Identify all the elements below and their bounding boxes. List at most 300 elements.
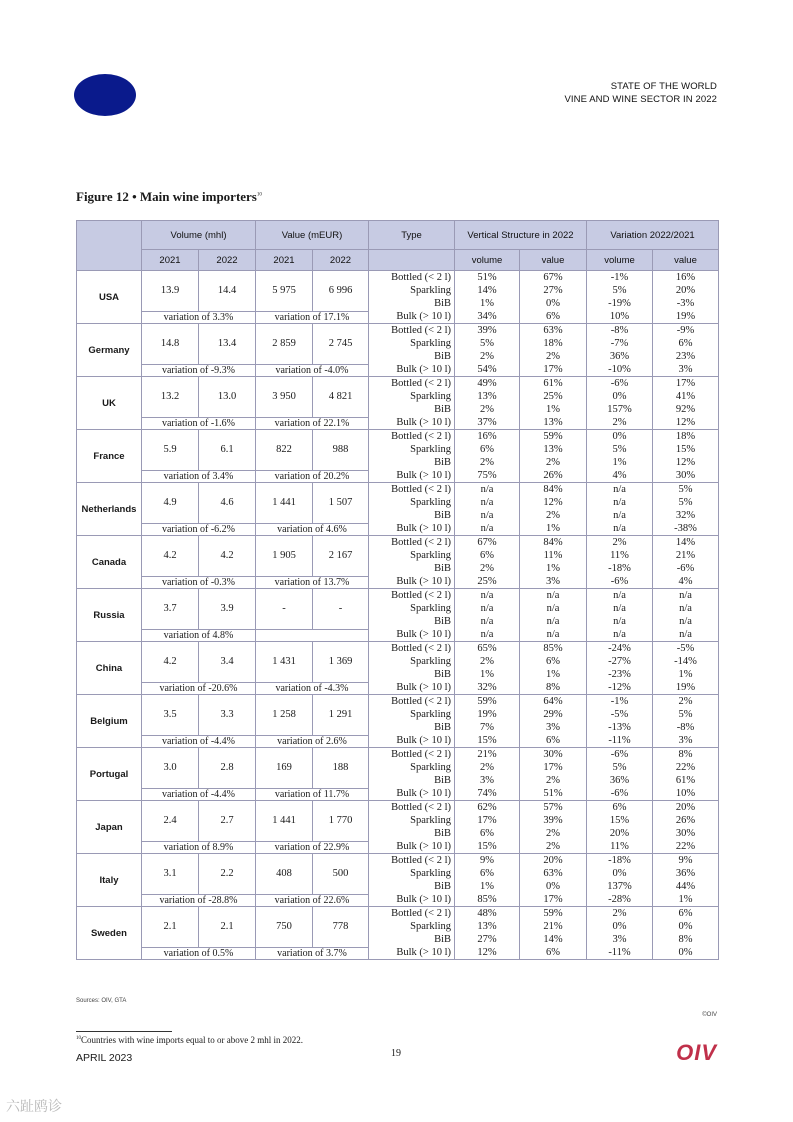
percent-value: 75% — [477, 470, 497, 481]
vs-volume-cell — [455, 271, 520, 324]
percent-value: -13% — [608, 722, 631, 733]
vs-value-cell — [520, 854, 587, 907]
percent-value: 19% — [477, 709, 497, 720]
value-2022-cell: 188 — [313, 748, 369, 789]
percent-value: 23% — [675, 351, 696, 362]
type-label: Sparkling — [410, 285, 451, 296]
percent-value: 51% — [477, 272, 497, 283]
type-label: Sparkling — [410, 391, 451, 402]
volume-2022-cell: 13.4 — [199, 324, 256, 365]
logo-oval — [74, 74, 136, 116]
var-value-cell — [653, 430, 719, 483]
type-label: Bulk (> 10 l) — [396, 417, 451, 428]
percent-value: 30% — [675, 470, 696, 481]
percent-value: -5% — [676, 643, 695, 654]
percent-value: 84% — [543, 484, 563, 495]
percent-value: 2% — [612, 537, 627, 548]
var-volume-cell — [587, 589, 653, 642]
volume-2022-cell: 13.0 — [199, 377, 256, 418]
percent-value: 0% — [678, 947, 693, 958]
percent-value: -24% — [608, 643, 631, 654]
percent-value: 6% — [546, 735, 560, 746]
percent-value: n/a — [613, 497, 626, 508]
type-cell — [369, 324, 455, 377]
value-2022-cell: 778 — [313, 907, 369, 948]
volume-variation: variation of 3.3% — [142, 311, 256, 323]
volume-2021-cell: 14.8 — [142, 324, 199, 365]
type-label: Sparkling — [410, 338, 451, 349]
percent-value: 5% — [678, 709, 693, 720]
percent-value: 1% — [480, 881, 494, 892]
type-label: BiB — [434, 351, 451, 362]
volume-2021-cell: 3.5 — [142, 695, 199, 736]
type-label: Bulk (> 10 l) — [396, 682, 451, 693]
vs-volume-cell — [455, 483, 520, 536]
percent-value: 3% — [678, 735, 693, 746]
percent-value: 3% — [546, 722, 560, 733]
percent-value: 1% — [546, 523, 560, 534]
percent-value: n/a — [480, 510, 494, 521]
volume-2021-cell: 5.9 — [142, 430, 199, 471]
percent-value: -23% — [608, 669, 631, 680]
type-label: BiB — [434, 934, 451, 945]
importers-table — [76, 220, 719, 960]
var-value-cell — [653, 483, 719, 536]
percent-value: -14% — [674, 656, 697, 667]
type-cell — [369, 695, 455, 748]
value-2022-cell: 1 291 — [313, 695, 369, 736]
percent-value: n/a — [546, 603, 560, 614]
volume-variation: variation of 0.5% — [142, 947, 256, 959]
percent-value: 21% — [675, 550, 696, 561]
percent-value: n/a — [679, 616, 692, 627]
percent-value: 1% — [480, 669, 494, 680]
percent-value: 9% — [480, 855, 494, 866]
percent-value: n/a — [546, 616, 560, 627]
value-variation: variation of 22.6% — [256, 894, 369, 906]
table-row — [77, 748, 719, 789]
percent-value: -18% — [608, 563, 631, 574]
percent-value: -7% — [610, 338, 629, 349]
percent-value: 6% — [480, 828, 494, 839]
type-cell — [369, 854, 455, 907]
value-variation: variation of 4.6% — [256, 523, 369, 535]
percent-value: n/a — [480, 484, 494, 495]
vs-volume-cell — [455, 430, 520, 483]
percent-value: n/a — [480, 616, 494, 627]
volume-variation: variation of -6.2% — [142, 523, 256, 535]
percent-value: 2% — [546, 510, 560, 521]
type-label: Bulk (> 10 l) — [396, 947, 451, 958]
percent-value: 0% — [612, 431, 627, 442]
var-value-cell — [653, 695, 719, 748]
percent-value: 6% — [678, 908, 693, 919]
value-variation: variation of 13.7% — [256, 576, 369, 588]
percent-value: 1% — [546, 669, 560, 680]
value-variation: variation of 22.1% — [256, 417, 369, 429]
percent-value: 65% — [477, 643, 497, 654]
country-name: Japan — [77, 801, 142, 854]
percent-value: -27% — [608, 656, 631, 667]
type-label: BiB — [434, 510, 451, 521]
percent-value: 13% — [543, 417, 563, 428]
volume-2022-cell: 14.4 — [199, 271, 256, 312]
type-label: Bottled (< 2 l) — [391, 537, 451, 548]
type-label: Bulk (> 10 l) — [396, 311, 451, 322]
percent-value: 4% — [612, 470, 627, 481]
value-2022-cell: 988 — [313, 430, 369, 471]
header-value: Value (mEUR) — [256, 221, 369, 250]
volume-2021-cell: 4.2 — [142, 536, 199, 577]
percent-value: 8% — [678, 749, 693, 760]
percent-value: 2% — [546, 841, 560, 852]
vs-volume-cell — [455, 801, 520, 854]
type-label: Bulk (> 10 l) — [396, 523, 451, 534]
type-label: Sparkling — [410, 444, 451, 455]
vs-volume-cell — [455, 907, 520, 960]
percent-value: -1% — [610, 272, 629, 283]
type-cell — [369, 589, 455, 642]
percent-value: n/a — [613, 510, 626, 521]
percent-value: 157% — [607, 404, 632, 415]
percent-value: n/a — [679, 590, 692, 601]
percent-value: 2% — [480, 404, 494, 415]
var-value-cell — [653, 748, 719, 801]
var-value-cell — [653, 536, 719, 589]
var-volume-cell — [587, 907, 653, 960]
vs-value-cell — [520, 377, 587, 430]
vs-value-cell — [520, 483, 587, 536]
percent-value: 26% — [543, 470, 563, 481]
figure-footnote-ref: 10 — [256, 192, 262, 198]
percent-value: 0% — [612, 921, 627, 932]
type-label: Bulk (> 10 l) — [396, 364, 451, 375]
percent-value: 59% — [543, 431, 563, 442]
percent-value: 4% — [678, 576, 693, 587]
percent-value: 20% — [609, 828, 630, 839]
percent-value: 14% — [477, 285, 497, 296]
percent-value: 20% — [543, 855, 563, 866]
type-label: Sparkling — [410, 497, 451, 508]
type-cell — [369, 748, 455, 801]
percent-value: -6% — [610, 378, 629, 389]
vs-volume-cell — [455, 642, 520, 695]
percent-value: -28% — [608, 894, 631, 905]
volume-2022-cell: 2.2 — [199, 854, 256, 895]
percent-value: 22% — [675, 762, 696, 773]
table-row — [77, 271, 719, 312]
volume-2022-cell: 2.8 — [199, 748, 256, 789]
importers-table-body — [77, 271, 719, 960]
volume-2021-cell: 13.2 — [142, 377, 199, 418]
footnote-text: Countries with wine imports equal to or above 2 mhl in 2022. — [81, 1035, 303, 1045]
percent-value: n/a — [613, 629, 626, 640]
header-line-1: STATE OF THE WORLD — [610, 81, 717, 92]
country-name: China — [77, 642, 142, 695]
percent-value: 25% — [477, 576, 497, 587]
country-name: France — [77, 430, 142, 483]
percent-value: 16% — [675, 272, 696, 283]
header-variation: Variation 2022/2021 — [587, 221, 719, 250]
percent-value: 2% — [612, 908, 627, 919]
percent-value: 85% — [543, 643, 563, 654]
value-variation: variation of 17.1% — [256, 311, 369, 323]
table-row — [77, 483, 719, 524]
value-2021-cell: 1 441 — [256, 483, 313, 524]
var-volume-cell — [587, 324, 653, 377]
type-label: Sparkling — [410, 921, 451, 932]
copyright-note: ©OIV — [702, 1012, 717, 1018]
percent-value: 30% — [543, 749, 563, 760]
percent-value: 63% — [543, 325, 563, 336]
percent-value: 39% — [543, 815, 563, 826]
percent-value: n/a — [480, 497, 494, 508]
percent-value: 2% — [546, 457, 560, 468]
table-row — [77, 854, 719, 895]
table-row — [77, 377, 719, 418]
value-2022-cell: 1 770 — [313, 801, 369, 842]
volume-2022-cell: 6.1 — [199, 430, 256, 471]
type-cell — [369, 483, 455, 536]
percent-value: 54% — [477, 364, 497, 375]
percent-value: 59% — [477, 696, 497, 707]
country-name: Italy — [77, 854, 142, 907]
value-variation — [256, 629, 369, 641]
header-value-2021: 2021 — [256, 250, 313, 271]
percent-value: 12% — [675, 457, 696, 468]
percent-value: 74% — [477, 788, 497, 799]
percent-value: -38% — [674, 523, 697, 534]
volume-variation: variation of 3.4% — [142, 470, 256, 482]
value-2021-cell: 750 — [256, 907, 313, 948]
percent-value: 15% — [477, 841, 497, 852]
percent-value: 3% — [678, 364, 693, 375]
vs-value-cell — [520, 536, 587, 589]
page-number: 19 — [391, 1048, 401, 1059]
type-label: BiB — [434, 669, 451, 680]
type-label: BiB — [434, 616, 451, 627]
percent-value: 37% — [477, 417, 497, 428]
value-2021-cell: 2 859 — [256, 324, 313, 365]
percent-value: 17% — [675, 378, 696, 389]
volume-variation: variation of -1.6% — [142, 417, 256, 429]
percent-value: 61% — [675, 775, 696, 786]
vs-value-cell — [520, 748, 587, 801]
volume-2022-cell: 4.2 — [199, 536, 256, 577]
type-label: Bulk (> 10 l) — [396, 576, 451, 587]
volume-2021-cell: 3.7 — [142, 589, 199, 630]
percent-value: -8% — [610, 325, 629, 336]
percent-value: n/a — [613, 603, 626, 614]
header-volume: Volume (mhl) — [142, 221, 256, 250]
watermark: 六趾鸥诊 — [6, 1098, 62, 1114]
var-volume-cell — [587, 430, 653, 483]
percent-value: 59% — [543, 908, 563, 919]
percent-value: 5% — [612, 444, 627, 455]
type-label: Bottled (< 2 l) — [391, 696, 451, 707]
type-label: Bulk (> 10 l) — [396, 894, 451, 905]
volume-2022-cell: 3.9 — [199, 589, 256, 630]
percent-value: 15% — [675, 444, 696, 455]
table-row — [77, 907, 719, 948]
var-volume-cell — [587, 271, 653, 324]
percent-value: 13% — [477, 391, 497, 402]
percent-value: 0% — [612, 868, 627, 879]
vs-value-cell — [520, 324, 587, 377]
vs-volume-cell — [455, 854, 520, 907]
percent-value: 137% — [607, 881, 632, 892]
vs-volume-cell — [455, 589, 520, 642]
percent-value: 3% — [612, 934, 627, 945]
volume-2021-cell: 2.1 — [142, 907, 199, 948]
percent-value: 2% — [612, 417, 627, 428]
percent-value: 64% — [543, 696, 563, 707]
percent-value: 5% — [612, 762, 627, 773]
percent-value: 6% — [546, 947, 560, 958]
value-2021-cell: 169 — [256, 748, 313, 789]
percent-value: 3% — [480, 775, 494, 786]
type-label: Bottled (< 2 l) — [391, 855, 451, 866]
var-volume-cell — [587, 695, 653, 748]
header-var-value: value — [653, 250, 719, 271]
value-2022-cell: 500 — [313, 854, 369, 895]
country-name: USA — [77, 271, 142, 324]
value-2021-cell: 822 — [256, 430, 313, 471]
percent-value: 2% — [480, 457, 494, 468]
type-label: Sparkling — [410, 656, 451, 667]
percent-value: n/a — [546, 590, 560, 601]
header-vs-value: value — [520, 250, 587, 271]
var-value-cell — [653, 854, 719, 907]
type-label: Bulk (> 10 l) — [396, 629, 451, 640]
percent-value: 20% — [675, 285, 696, 296]
type-label: Bottled (< 2 l) — [391, 643, 451, 654]
percent-value: 1% — [612, 457, 627, 468]
percent-value: 6% — [678, 338, 693, 349]
var-volume-cell — [587, 748, 653, 801]
percent-value: 17% — [477, 815, 497, 826]
percent-value: 13% — [543, 444, 563, 455]
value-2022-cell: - — [313, 589, 369, 630]
volume-2022-cell: 4.6 — [199, 483, 256, 524]
percent-value: 26% — [675, 815, 696, 826]
header-corner — [77, 221, 142, 271]
percent-value: n/a — [679, 603, 692, 614]
percent-value: 2% — [480, 656, 494, 667]
var-value-cell — [653, 589, 719, 642]
type-label: BiB — [434, 404, 451, 415]
type-label: Bottled (< 2 l) — [391, 378, 451, 389]
header-type-blank — [369, 250, 455, 271]
percent-value: 9% — [678, 855, 693, 866]
percent-value: n/a — [480, 590, 494, 601]
sources-note: Sources: OIV, GTA — [76, 998, 127, 1004]
type-label: BiB — [434, 881, 451, 892]
percent-value: 17% — [543, 364, 563, 375]
type-label: BiB — [434, 828, 451, 839]
percent-value: 2% — [546, 351, 560, 362]
percent-value: -6% — [610, 576, 629, 587]
type-label: Bottled (< 2 l) — [391, 325, 451, 336]
var-value-cell — [653, 801, 719, 854]
header-type: Type — [369, 221, 455, 250]
type-label: BiB — [434, 563, 451, 574]
percent-value: 61% — [543, 378, 563, 389]
header-volume-2022: 2022 — [199, 250, 256, 271]
percent-value: n/a — [613, 523, 626, 534]
type-label: BiB — [434, 722, 451, 733]
percent-value: 25% — [543, 391, 563, 402]
vs-value-cell — [520, 801, 587, 854]
percent-value: 7% — [480, 722, 494, 733]
type-label: BiB — [434, 775, 451, 786]
country-name: Russia — [77, 589, 142, 642]
percent-value: -6% — [610, 749, 629, 760]
volume-2021-cell: 13.9 — [142, 271, 199, 312]
percent-value: 84% — [543, 537, 563, 548]
table-row — [77, 589, 719, 630]
percent-value: 16% — [477, 431, 497, 442]
figure-title-text: Figure 12 • Main wine importers — [76, 189, 257, 204]
vs-value-cell — [520, 430, 587, 483]
volume-variation: variation of -20.6% — [142, 682, 256, 694]
value-2022-cell: 4 821 — [313, 377, 369, 418]
value-2021-cell: 1 431 — [256, 642, 313, 683]
var-value-cell — [653, 377, 719, 430]
percent-value: 10% — [675, 788, 696, 799]
percent-value: 12% — [543, 497, 563, 508]
volume-variation: variation of -0.3% — [142, 576, 256, 588]
value-2022-cell: 2 745 — [313, 324, 369, 365]
vs-value-cell — [520, 642, 587, 695]
value-2021-cell: 3 950 — [256, 377, 313, 418]
value-variation: variation of -4.3% — [256, 682, 369, 694]
var-volume-cell — [587, 483, 653, 536]
percent-value: -10% — [608, 364, 631, 375]
percent-value: 48% — [477, 908, 497, 919]
percent-value: 1% — [480, 298, 494, 309]
percent-value: 11% — [543, 550, 563, 561]
percent-value: 67% — [543, 272, 563, 283]
percent-value: 41% — [675, 391, 696, 402]
percent-value: 21% — [543, 921, 563, 932]
percent-value: 67% — [477, 537, 497, 548]
percent-value: 1% — [546, 563, 560, 574]
vs-volume-cell — [455, 324, 520, 377]
value-variation: variation of 3.7% — [256, 947, 369, 959]
value-variation: variation of -4.0% — [256, 364, 369, 376]
percent-value: 6% — [480, 444, 494, 455]
volume-2021-cell: 4.9 — [142, 483, 199, 524]
vs-value-cell — [520, 271, 587, 324]
percent-value: 12% — [675, 417, 696, 428]
vs-value-cell — [520, 589, 587, 642]
country-name: Belgium — [77, 695, 142, 748]
type-cell — [369, 430, 455, 483]
percent-value: 6% — [480, 550, 494, 561]
volume-2022-cell: 2.1 — [199, 907, 256, 948]
percent-value: 29% — [543, 709, 563, 720]
volume-variation: variation of 8.9% — [142, 841, 256, 853]
percent-value: n/a — [613, 484, 626, 495]
percent-value: 2% — [480, 351, 494, 362]
percent-value: 19% — [675, 311, 696, 322]
volume-variation: variation of -4.4% — [142, 788, 256, 800]
vs-volume-cell — [455, 695, 520, 748]
percent-value: 2% — [480, 762, 494, 773]
country-name: Germany — [77, 324, 142, 377]
vs-value-cell — [520, 695, 587, 748]
